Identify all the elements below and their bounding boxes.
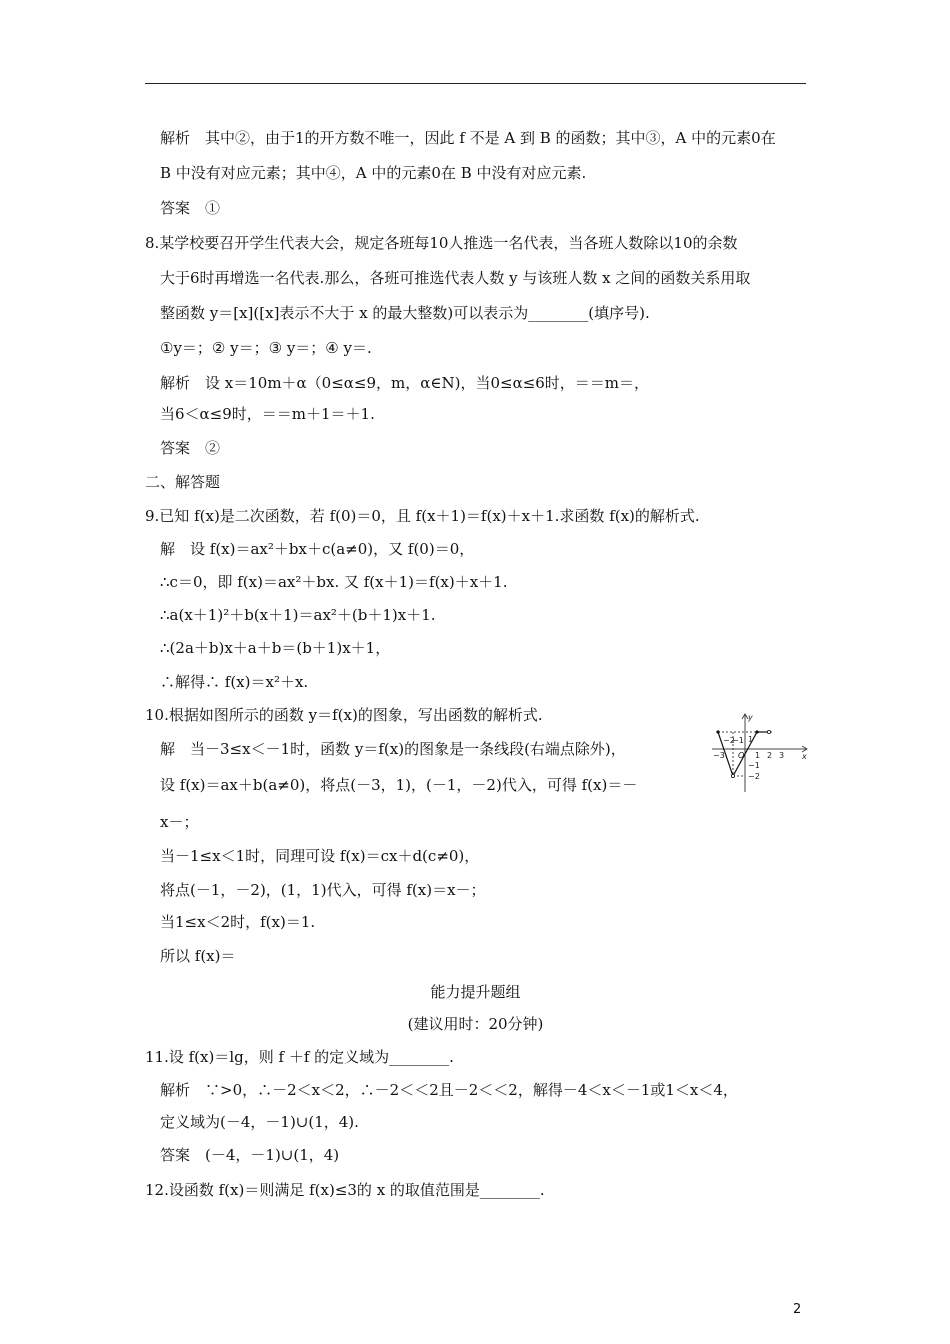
y-tick-label: −2	[748, 772, 760, 781]
text-line: 整函数 y＝[x]([x]表示不大于 x 的最大整数)可以表示为________(填序号).	[160, 304, 650, 322]
header-rule	[145, 83, 806, 84]
text-line: 设 f(x)＝ax＋b(a≠0)，将点(－3，1)，(－1，－2)代入，可得 f(x)＝－	[160, 776, 638, 794]
text-line: 当6＜α≤9时，＝＝m＋1＝＋1.	[160, 405, 375, 423]
text-line: B 中没有对应元素；其中④，A 中的元素0在 B 中没有对应元素.	[160, 164, 587, 182]
text-line: 8.某学校要召开学生代表大会，规定各班每10人推选一名代表，当各班人数除以10的余数	[145, 234, 738, 252]
point-open	[731, 774, 734, 777]
text-line: 将点(－1，－2)，(1，1)代入，可得 f(x)＝x－；	[160, 881, 486, 899]
text-line: ∴解得∴ f(x)＝x²＋x.	[160, 673, 309, 691]
text-line: 定义域为(－4，－1)∪(1，4).	[160, 1113, 359, 1131]
x-axis-label: x	[802, 752, 807, 761]
x-tick-label: −2	[723, 736, 735, 745]
y-tick-label: 1	[748, 735, 754, 744]
text-line: ①y＝；② y＝；③ y＝；④ y＝.	[160, 339, 372, 357]
origin-label: O	[738, 751, 745, 760]
y-axis-label: y	[748, 713, 753, 722]
x-tick-label: 3	[779, 751, 785, 760]
text-line: 当1≤x＜2时，f(x)＝1.	[160, 913, 316, 931]
text-line: x－；	[160, 813, 199, 831]
text-line: 解析 其中②，由于1的开方数不唯一，因此 f 不是 A 到 B 的函数；其中③，A 中的元素0在	[160, 129, 776, 147]
x-tick-label: 2	[767, 751, 773, 760]
text-line: 答案 (－4，－1)∪(1，4)	[160, 1146, 340, 1164]
text-line: ∴a(x＋1)²＋b(x＋1)＝ax²＋(b＋1)x＋1.	[160, 606, 436, 624]
text-line: 答案 ①	[160, 199, 221, 217]
x-tick-label: −3	[713, 751, 725, 760]
text-line: 11.设 f(x)＝lg，则 f ＋f 的定义域为________.	[145, 1048, 454, 1066]
point-end	[767, 730, 770, 733]
point-start	[716, 730, 719, 733]
section-title: 能力提升题组	[430, 983, 521, 1001]
point-mid	[755, 730, 758, 733]
section-subtitle: (建议用时：20分钟)	[407, 1015, 544, 1033]
x-tick-label: −1	[732, 736, 744, 745]
section-heading: 二、解答题	[145, 473, 221, 491]
text-line: 9.已知 f(x)是二次函数，若 f(0)＝0，且 f(x＋1)＝f(x)＋x＋1.求函数 f(x)的解析式.	[145, 507, 700, 525]
text-line: 12.设函数 f(x)＝则满足 f(x)≤3的 x 的取值范围是________.	[145, 1181, 545, 1199]
function-graph	[712, 712, 810, 794]
text-line: 解析 设 x＝10m＋α（0≤α≤9，m，α∈N)，当0≤α≤6时，＝＝m＝，	[160, 374, 650, 392]
text-line: 解 设 f(x)＝ax²＋bx＋c(a≠0)，又 f(0)＝0，	[160, 540, 475, 558]
y-tick-label: −1	[748, 761, 760, 770]
text-line: ∴(2a＋b)x＋a＋b＝(b＋1)x＋1，	[160, 639, 391, 657]
text-line: 大于6时再增选一名代表.那么，各班可推选代表人数 y 与该班人数 x 之间的函数关系用取	[160, 269, 751, 287]
page-number: 2	[793, 1302, 802, 1317]
text-line: 解 当－3≤x＜－1时，函数 y＝f(x)的图象是一条线段(右端点除外)，	[160, 740, 626, 758]
text-line: ∴c＝0，即 f(x)＝ax²＋bx. 又 f(x＋1)＝f(x)＋x＋1.	[160, 573, 508, 591]
text-line: 答案 ②	[160, 439, 221, 457]
text-line: 所以 f(x)＝	[160, 947, 236, 965]
text-line: 当－1≤x＜1时，同理可设 f(x)＝cx＋d(c≠0)，	[160, 847, 480, 865]
text-line: 10.根据如图所示的函数 y＝f(x)的图象，写出函数的解析式.	[145, 706, 543, 724]
text-line: 解析 ∵>0，∴－2＜x＜2，∴－2＜＜2且－2＜＜2，解得－4＜x＜－1或1＜x＜4，	[160, 1081, 738, 1099]
x-tick-label: 1	[755, 751, 761, 760]
